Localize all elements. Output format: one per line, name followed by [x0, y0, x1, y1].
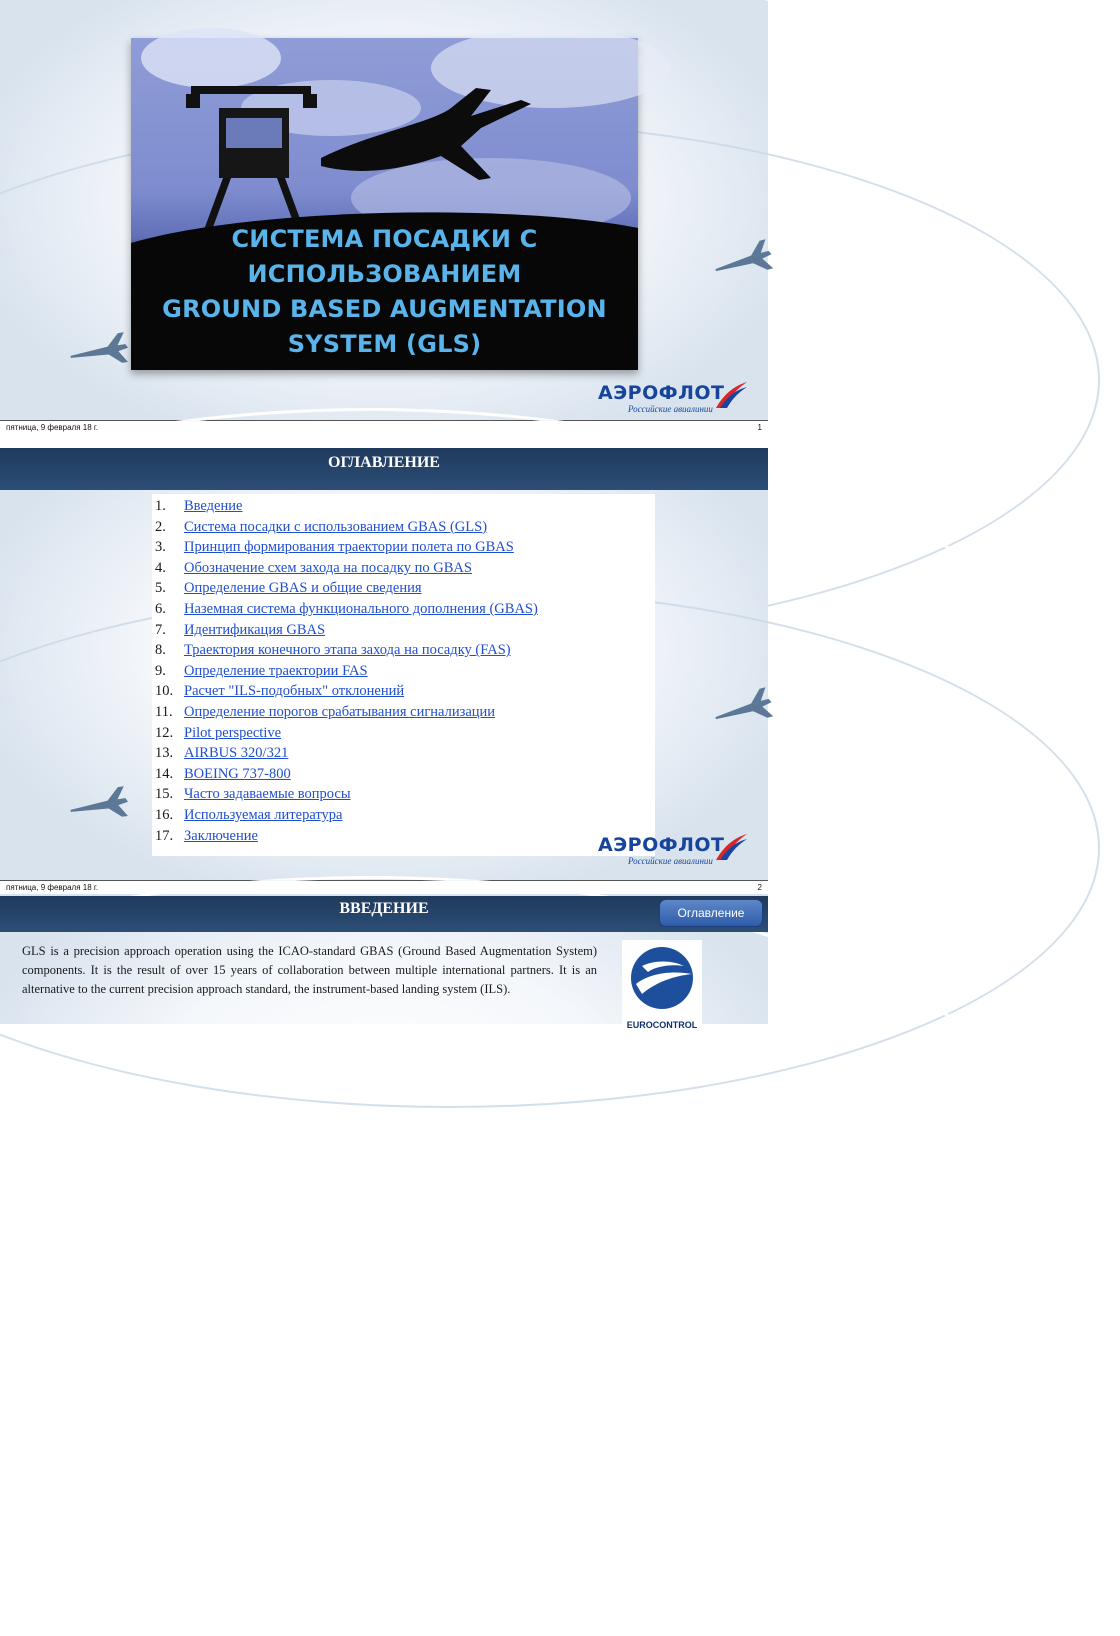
- table-of-contents: [152, 494, 655, 856]
- toc-link[interactable]: Расчет "ILS-подобных" отклонений: [184, 683, 405, 700]
- toc-link[interactable]: Введение: [184, 498, 243, 514]
- toc-number: 4.: [155, 559, 166, 576]
- toc-link[interactable]: Обозначение схем захода на посадку по GBAS: [184, 559, 472, 576]
- toc-link[interactable]: BOEING 737-800: [184, 765, 291, 782]
- toc-item: [152, 807, 655, 828]
- toc-link[interactable]: Pilot perspective: [184, 724, 282, 741]
- toc-item: [152, 519, 655, 540]
- toc-link[interactable]: Принцип формирования траектории полета по GBAS: [184, 539, 514, 556]
- toc-link[interactable]: Определение GBAS и общие сведения: [184, 580, 422, 597]
- toc-item: [152, 642, 655, 663]
- toc-item: [152, 725, 655, 746]
- toc-number: 2.: [155, 518, 166, 535]
- toc-number: 9.: [155, 662, 166, 679]
- toc-number: 12.: [155, 724, 174, 741]
- intro-paragraph: GLS is a precision approach operation using the ICAO-standard GBAS (Ground Based Augmentation System) components. It is the result of over 15 years of collaboration between multiple international partners. It is an alternative to the current precision approach standard, the instrument-based landing system (ILS).: [22, 944, 597, 996]
- eurocontrol-logo: [622, 940, 702, 1030]
- slide-contents: [0, 448, 768, 898]
- toc-number: 3.: [155, 539, 166, 556]
- logo-subtitle: Российские авиалинии: [628, 856, 713, 866]
- toc-link[interactable]: Определение порогов срабатывания сигнализации: [184, 703, 496, 720]
- toc-item: [152, 745, 655, 766]
- toc-link[interactable]: Используемая литература: [184, 806, 343, 823]
- toc-item: [152, 766, 655, 787]
- footer-date: пятница, 9 февраля 18 г.: [6, 883, 99, 892]
- toc-item: [152, 601, 655, 622]
- contents-button[interactable]: Оглавление: [659, 899, 763, 927]
- airplane-icon: [66, 780, 131, 828]
- toc-link[interactable]: Система посадки с использованием GBAS (GLS): [184, 518, 488, 535]
- toc-link[interactable]: Траектория конечного этапа захода на посадку (FAS): [184, 642, 511, 659]
- toc-item: [152, 828, 655, 849]
- aeroflot-logo: [598, 832, 748, 874]
- header-title: ВВЕДЕНИЕ: [339, 900, 429, 917]
- toc-number: 11.: [155, 703, 173, 720]
- slide-header: [0, 448, 768, 490]
- toc-number: 5.: [155, 580, 166, 597]
- airplane-icon: [66, 326, 131, 374]
- wing-icon: [714, 832, 748, 862]
- slide-header: [0, 896, 768, 932]
- toc-number: 8.: [155, 642, 166, 659]
- toc-number: 7.: [155, 621, 166, 638]
- header-title: ОГЛАВЛЕНИЕ: [328, 454, 440, 471]
- toc-item: [152, 580, 655, 601]
- toc-item: [152, 498, 655, 519]
- title-line: GROUND BASED AUGMENTATION: [162, 295, 607, 323]
- toc-number: 16.: [155, 806, 174, 823]
- toc-item: [152, 663, 655, 684]
- page-number: 2: [757, 883, 762, 892]
- toc-link[interactable]: Часто задаваемые вопросы: [184, 786, 351, 803]
- toc-number: 15.: [155, 786, 174, 803]
- toc-link[interactable]: Наземная система функционального дополнения (GBAS): [184, 600, 538, 617]
- logo-wordmark: АЭРОФЛОТ: [598, 382, 725, 404]
- eurocontrol-emblem-icon: [622, 940, 702, 1018]
- slide-title: [0, 0, 768, 434]
- footer-date: пятница, 9 февраля 18 г.: [6, 423, 99, 432]
- slide-introduction: [0, 896, 768, 1030]
- toc-item: [152, 683, 655, 704]
- toc-number: 10.: [155, 683, 174, 700]
- toc-number: 17.: [155, 827, 174, 844]
- hero-image: [131, 38, 638, 370]
- logo-wordmark: АЭРОФЛОТ: [598, 834, 725, 856]
- toc-item: [152, 539, 655, 560]
- page-number: 1: [757, 423, 762, 432]
- toc-list: [152, 494, 655, 848]
- toc-item: [152, 560, 655, 581]
- toc-item: [152, 786, 655, 807]
- toc-number: 14.: [155, 765, 174, 782]
- presentation-title: [131, 222, 638, 362]
- toc-number: 13.: [155, 745, 174, 762]
- toc-link[interactable]: Идентификация GBAS: [184, 621, 326, 638]
- toc-link[interactable]: AIRBUS 320/321: [184, 745, 289, 762]
- logo-subtitle: Российские авиалинии: [628, 404, 713, 414]
- title-line: SYSTEM (GLS): [287, 330, 482, 358]
- wing-icon: [714, 380, 748, 410]
- logo-wordmark: EUROCONTROL: [626, 1020, 698, 1030]
- toc-item: [152, 622, 655, 643]
- toc-link[interactable]: Определение траектории FAS: [184, 662, 368, 679]
- toc-item: [152, 704, 655, 725]
- toc-number: 1.: [155, 498, 166, 514]
- toc-link[interactable]: Заключение: [184, 827, 258, 844]
- aeroflot-logo: [598, 380, 748, 422]
- title-line: ИСПОЛЬЗОВАНИЕМ: [247, 260, 522, 288]
- title-line: СИСТЕМА ПОСАДКИ С: [231, 225, 538, 253]
- toc-number: 6.: [155, 600, 166, 617]
